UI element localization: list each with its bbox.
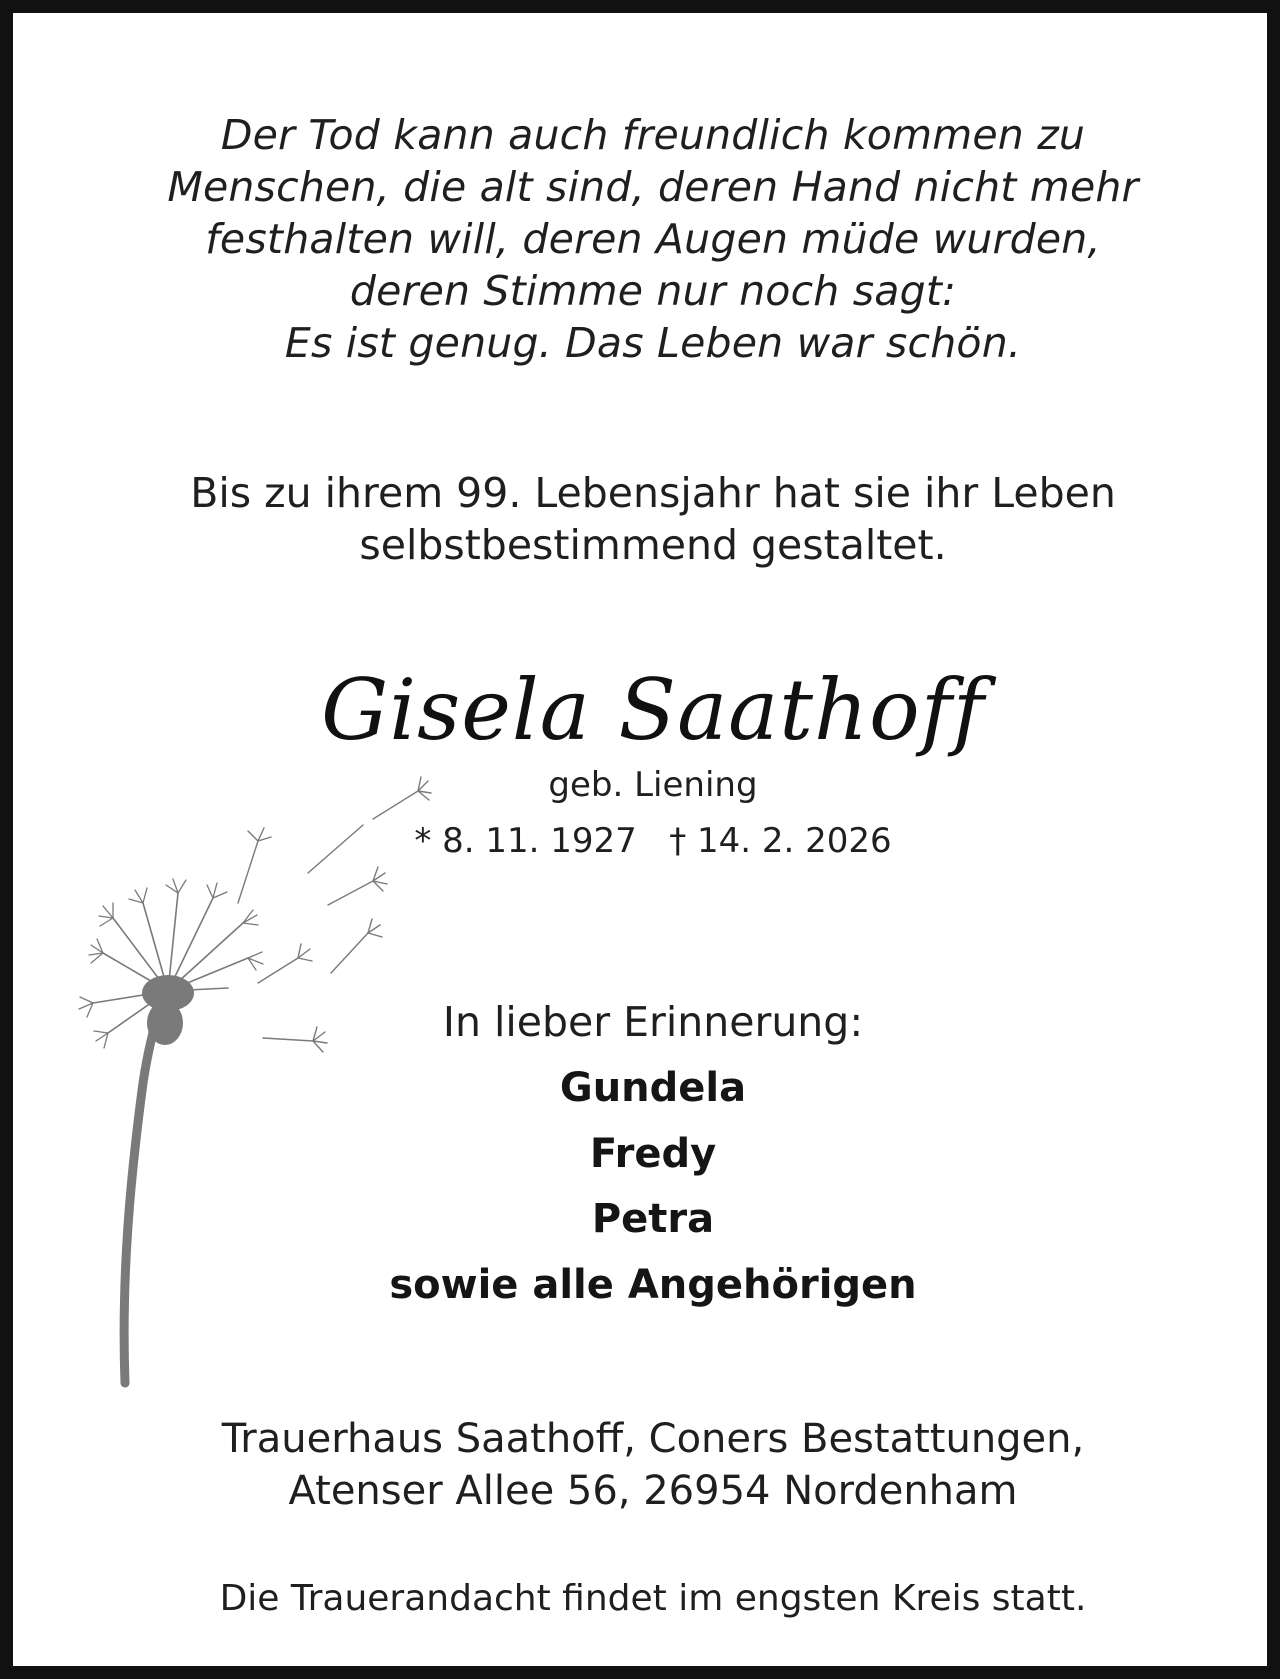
poem-line: Es ist genug. Das Leben war schön. [284,319,1022,367]
poem-line: deren Stimme nur noch sagt: [349,267,957,315]
address-line: Atenser Allee 56, 26954 Nordenham [288,1468,1018,1514]
service-note: Die Trauerandacht findet im engsten Kreis statt. [219,1578,1087,1619]
poem-line: Der Tod kann auch freundlich kommen zu [220,111,1086,159]
mourner-name: Gundela [559,1065,747,1111]
mourner-name: Fredy [589,1131,717,1177]
mourner-name: sowie alle Angehörigen [389,1262,917,1308]
intro-line: Bis zu ihrem 99. Lebensjahr hat sie ihr Leben [190,469,1116,517]
poem-line: festhalten will, deren Augen müde wurden, [205,215,1101,263]
poem-line: Menschen, die alt sind, deren Hand nicht mehr [167,163,1139,211]
address-line: Trauerhaus Saathoff, Coners Bestattungen, [221,1416,1085,1462]
maiden-name: geb. Liening [548,765,758,805]
life-dates: * 8. 11. 1927 † 14. 2. 2026 [414,821,892,861]
remembrance-heading: In lieber Erinnerung: [442,998,864,1046]
intro-line: selbstbestimmend gestaltet. [359,521,947,569]
deceased-name: Gisela Saathoff [321,661,985,759]
mourner-name: Petra [591,1196,715,1242]
